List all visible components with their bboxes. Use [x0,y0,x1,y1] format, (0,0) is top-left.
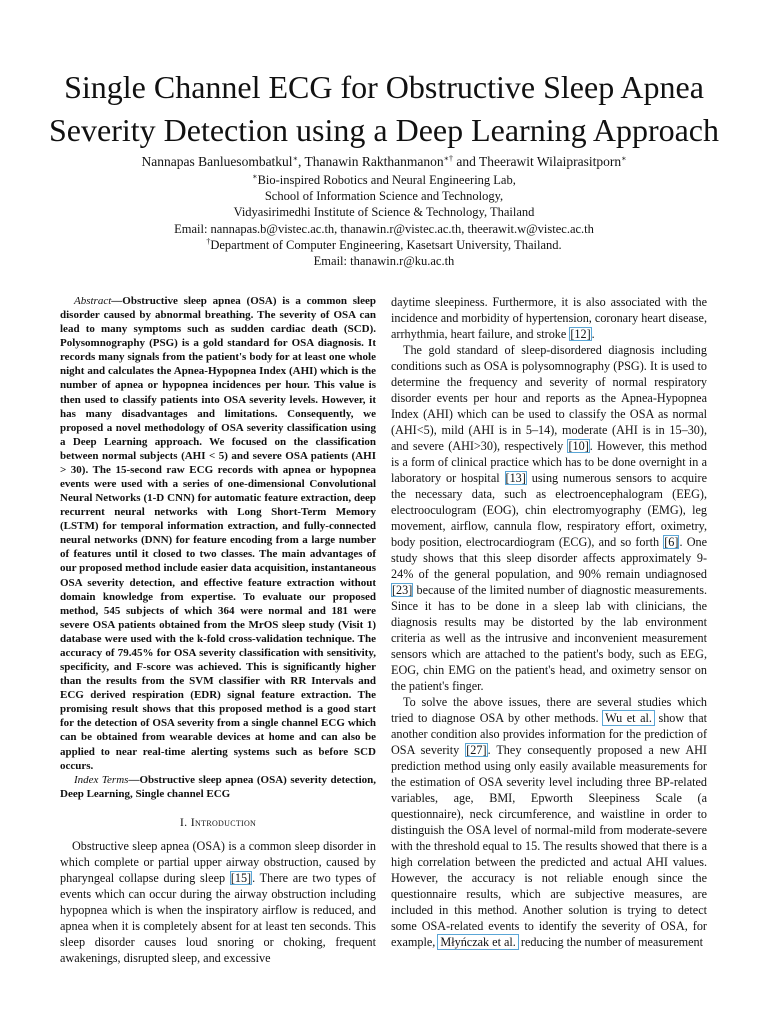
right-column [391,294,707,950]
author-separator: , [298,154,305,169]
index-terms-text: —Obstructive sleep apnea (OSA) severity detection, Deep Learning, Single channel ECG [60,773,376,800]
intro-paragraph: Obstructive sleep apnea (OSA) is a common sleep disorder in which complete or partial upper airway obstruction, caused by pharyngeal collapse during sleep [15]. There are two types of events which can occur during the airway obstruction including hypopnea which is when the inspiratory airflow is reduced, and apnea when it is completely absent for at least ten seconds. This sleep disorder causes loud snoring or choking, frequent awakenings, disrupted sleep, and excessive [60,838,376,965]
title-line-1: Single Channel ECG for Obstructive Sleep Apnea [64,69,704,105]
citation-link[interactable]: [23] [392,583,413,597]
left-column [60,294,376,966]
index-terms [60,773,376,801]
section-heading [60,814,376,830]
author-reference-link[interactable]: Wu et al. [605,711,652,725]
author-2-mark: ∗† [443,154,454,163]
affiliation-mark: ∗ [252,172,258,181]
citation-link[interactable]: [27] [466,743,487,757]
author-3-mark: ∗ [621,154,627,163]
body-paragraph: daytime sleepiness. Furthermore, it is also associated with the incidence and morbidity of hypertension, coronary heart disease, arrhythmia, heart failure, and stroke [12]. [391,295,707,341]
paper-title [30,66,738,152]
citation-link[interactable]: [6] [664,535,679,549]
affiliation-mark: † [206,236,211,246]
abstract [60,294,376,773]
section-numeral: I. [179,814,188,829]
body-paragraph: To solve the above issues, there are several studies which tried to diagnose OSA by other methods. Wu et al. show that another condition also provides information for the prediction of OSA severity [27]. They consequently proposed a new AHI prediction method using only easily available measurements for the estimation of OSA severity level including three BP-related variables, age, BMI, Epworth Sleepiness Scale (a questionnaire), neck circumference, and waistline in order to distinguish the OSA level of normal-mild from moderate-severe with the threshold equal to 15. The results showed that there is a high correlation between the predicted and actual AHI values. However, the accuracy is not reliable enough since the questionnaire results, which are subjective measures, are included in this method. Another solution is trying to detect some OSA-related events to identify the severity of OSA, for example, Młyńczak et al. reducing the number of measurement [391,695,708,949]
citation-link[interactable]: [15] [230,870,252,885]
email-line: Email: nannapas.b@vistec.ac.th, thanawin.r@vistec.ac.th, theerawit.w@vistec.ac.th [174,221,594,236]
author-reference-link[interactable]: Młyńczak et al. [440,935,516,949]
author-1-mark: ∗ [292,154,298,163]
abstract-heading: Abstract [74,295,112,307]
affiliation-line: Vidyasirimedhi Institute of Science & Technology, Thailand [233,205,535,220]
affiliation-line: †Department of Computer Engineering, Kasetsart University, Thailand. [206,236,562,252]
author-separator: and [453,154,480,169]
index-terms-heading: Index Terms [74,773,129,786]
affiliation-line: ∗Bio-inspired Robotics and Neural Engineering Lab, [252,172,516,187]
abstract-text: —Obstructive sleep apnea (OSA) is a common sleep disorder caused by abnormal breathing. The severity of OSA can lead to many symptoms such as sudden cardiac death (SCD). Polysomnography (PSG) is a gold standard for OSA diagnosis. It records many signals from the patient's body for at least one whole night and calculates the Apnea-Hypopnea Index (AHI) which is the number of apnea or hypopnea incidences per hour. This value is then used to classify patients into OSA severity levels. However, it has many disadvantages and limitations. Consequently, we proposed a novel methodology of OSA severity classification using a Deep Learning approach. We focused on the classification between normal subjects (AHI < 5) and severe OSA patients (AHI > 30). The 15-second raw ECG records with apnea or hypopnea events were used with a series of one-dimensional Convolutional Neural Networks (1-D CNN) for automatic feature extraction, deep recurrent neural networks with Long Short-Term Memory (LSTM) for temporal information extraction, and fully-connected neural networks (DNN) for feature encoding from a large number of features until it closed to two classes. The main advantages of our proposed method include easier data acquisition, instantaneous OSA severity detection, and effective feature extraction without domain knowledge from expertise. To evaluate our proposed method, 545 subjects of which 364 were normal and 181 were severe OSA patients obtained from the MrOS sleep study (Visit 1) database were used with the k-fold cross-validation technique. The accuracy of 79.45% for OSA severity classification with sensitivity, specificity, and F-score was achieved. This is significantly higher than the results from the SVM classifier with RR Intervals and ECG derived respiration (EDR) signal feature extraction. The promising result shows that this proposed method is a good start for the detection of OSA severity from a single channel ECG which can be obtained from wearable devices at home and can also be applied to near real-time alerting systems such as before SCD occurs. [60,295,376,772]
citation-link[interactable]: [13] [505,471,526,485]
title-line-2: Severity Detection using a Deep Learning Approach [49,112,719,148]
citation-link[interactable]: [10] [568,439,589,453]
author-list [30,154,738,170]
author-3: Theerawit Wilaiprasitporn [479,154,622,169]
body-paragraph: The gold standard of sleep-disordered diagnosis including conditions such as OSA is polysomnography (PSG). It is used to determine the frequency and severity of normal respiratory disorder events per hour and reports as the Apnea-Hypopnea Index (AHI) which can be used to classify the OSA as normal (AHI<5), mild (AHI is in 5–14), moderate (AHI is in 15–30), and severe (AHI>30), respectively [10]. However, this method is a form of clinical practice which has to be done overnight in a laboratory or hospital [13] using numerous sensors to acquire the necessary data, such as electroencephalogram (EEG), electrooculogram (EOG), chin electromyography (EMG), leg movement, airflow, cannula flow, respiratory effort, oximetry, body position, electrocardiogram (ECG), and so forth [6]. One study shows that this sleep disorder affects approximately 9-24% of the general population, and 90% remain undiagnosed [23] because of the limited number of diagnostic measurements. Since it has to be done in a sleep lab with clinicians, the diagnosis results may be distorted by the lab environment criteria as well as the intrusive and inconvenient measurement sensors which are attached to the patient's body, such as EEG, EOG, chin EMG on the patient's head, and oximetry sensor on the patient's finger. [391,343,708,693]
affiliations [30,172,738,269]
section-title: Introduction [190,814,257,829]
author-2: Thanawin Rakthanmanon [304,154,444,169]
citation-link[interactable]: [12] [570,327,591,341]
email-line: Email: thanawin.r@ku.ac.th [313,254,455,269]
author-1: Nannapas Banluesombatkul [141,154,293,169]
affiliation-line: School of Information Science and Technology, [264,189,504,204]
